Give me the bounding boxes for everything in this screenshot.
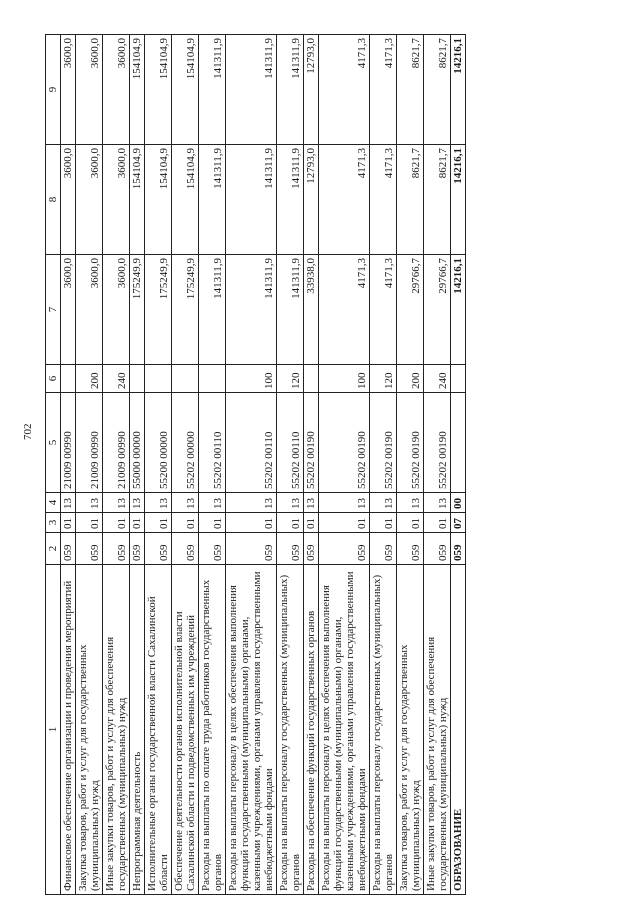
row-code-cell: 059 xyxy=(103,533,130,565)
row-name-cell: Расходы на обеспечение функций государственных органов xyxy=(304,565,319,895)
row-amount-2-cell: 154104,9 xyxy=(145,145,172,255)
row-target-article-cell: 21009 00990 xyxy=(61,393,76,493)
table-row xyxy=(76,35,103,895)
row-amount-1-cell: 175249,9 xyxy=(130,255,145,365)
row-expense-type-cell: 200 xyxy=(397,365,424,393)
row-target-article-cell xyxy=(451,393,466,493)
row-amount-1-cell: 3600,0 xyxy=(76,255,103,365)
row-target-article-cell: 55202 00110 xyxy=(277,393,304,493)
row-amount-1-cell: 4171,3 xyxy=(319,255,370,365)
row-amount-2-cell: 3600,0 xyxy=(61,145,76,255)
row-section-cell: 01 xyxy=(130,513,145,533)
row-name-cell: Финансовое обеспечение организации и проведения мероприятий xyxy=(61,565,76,895)
row-section-cell: 01 xyxy=(370,513,397,533)
header-col-2: 2 xyxy=(46,533,61,565)
row-target-article-cell: 55202 00190 xyxy=(370,393,397,493)
header-col-7: 7 xyxy=(46,255,61,365)
row-section-cell: 01 xyxy=(277,513,304,533)
row-code-cell: 059 xyxy=(145,533,172,565)
row-section-cell: 07 xyxy=(451,513,466,533)
row-section-cell: 01 xyxy=(397,513,424,533)
row-amount-3-cell: 154104,9 xyxy=(145,35,172,145)
table-row xyxy=(61,35,76,895)
row-amount-3-cell: 154104,9 xyxy=(130,35,145,145)
row-amount-3-cell: 3600,0 xyxy=(61,35,76,145)
row-amount-2-cell: 141311,9 xyxy=(199,145,226,255)
header-row xyxy=(46,35,61,895)
header-col-3: 3 xyxy=(46,513,61,533)
row-section-cell: 01 xyxy=(76,513,103,533)
row-name-cell: Непрограммная деятельность xyxy=(130,565,145,895)
row-name-cell: Обеспечение деятельности органов исполнительной власти Сахалинской области и подведомственных им учреждений xyxy=(172,565,199,895)
table-row xyxy=(130,35,145,895)
row-subsection-cell: 13 xyxy=(130,493,145,513)
row-amount-1-cell: 3600,0 xyxy=(103,255,130,365)
row-expense-type-cell: 100 xyxy=(319,365,370,393)
row-amount-2-cell: 3600,0 xyxy=(103,145,130,255)
row-code-cell: 059 xyxy=(172,533,199,565)
row-name-cell: Расходы на выплаты персоналу в целях обеспечения выполнения функций государственными (муниципальными) органами, казенными учреждениями, органами управления государственными внебюджетными фондами xyxy=(319,565,370,895)
row-amount-2-cell: 4171,3 xyxy=(370,145,397,255)
table-row xyxy=(424,35,451,895)
row-amount-1-cell: 29766,7 xyxy=(397,255,424,365)
row-name-cell: Иные закупки товаров, работ и услуг для обеспечения государственных (муниципальных) нужд xyxy=(424,565,451,895)
row-name-cell: Расходы на выплаты персоналу в целях обеспечения выполнения функций государственными (муниципальными) органами, казенными учреждениями, органами управления государственными внебюджетными фондами xyxy=(226,565,277,895)
table-row xyxy=(145,35,172,895)
row-expense-type-cell: 100 xyxy=(226,365,277,393)
table-row xyxy=(172,35,199,895)
row-subsection-cell: 13 xyxy=(61,493,76,513)
row-amount-2-cell: 154104,9 xyxy=(130,145,145,255)
row-amount-1-cell: 175249,9 xyxy=(145,255,172,365)
row-expense-type-cell xyxy=(130,365,145,393)
row-amount-1-cell: 141311,9 xyxy=(199,255,226,365)
row-code-cell: 059 xyxy=(199,533,226,565)
row-amount-2-cell: 4171,3 xyxy=(319,145,370,255)
row-code-cell: 059 xyxy=(76,533,103,565)
row-subsection-cell: 13 xyxy=(370,493,397,513)
row-target-article-cell: 21009 00990 xyxy=(103,393,130,493)
row-subsection-cell: 13 xyxy=(172,493,199,513)
row-name-cell: Расходы на выплаты по оплате труда работников государственных органов xyxy=(199,565,226,895)
row-amount-3-cell: 4171,3 xyxy=(370,35,397,145)
table-row xyxy=(277,35,304,895)
header-col-1: 1 xyxy=(46,565,61,895)
row-amount-1-cell: 175249,9 xyxy=(172,255,199,365)
row-target-article-cell: 55000 00000 xyxy=(130,393,145,493)
row-amount-3-cell: 3600,0 xyxy=(103,35,130,145)
row-expense-type-cell xyxy=(145,365,172,393)
row-amount-2-cell: 154104,9 xyxy=(172,145,199,255)
row-subsection-cell: 13 xyxy=(397,493,424,513)
row-subsection-cell: 13 xyxy=(226,493,277,513)
budget-table-sheet xyxy=(45,35,635,895)
row-amount-3-cell: 8621,7 xyxy=(424,35,451,145)
row-amount-1-cell: 141311,9 xyxy=(277,255,304,365)
header-col-9: 9 xyxy=(46,35,61,145)
table-row xyxy=(199,35,226,895)
row-name-cell: Расходы на выплаты персоналу государственных (муниципальных) органов xyxy=(277,565,304,895)
row-section-cell: 01 xyxy=(199,513,226,533)
table-row xyxy=(226,35,277,895)
row-section-cell: 01 xyxy=(172,513,199,533)
row-subsection-cell: 13 xyxy=(304,493,319,513)
row-amount-1-cell: 141311,9 xyxy=(226,255,277,365)
row-amount-1-cell: 14216,1 xyxy=(451,255,466,365)
row-expense-type-cell xyxy=(199,365,226,393)
row-amount-1-cell: 29766,7 xyxy=(424,255,451,365)
table-row xyxy=(103,35,130,895)
header-col-8: 8 xyxy=(46,145,61,255)
row-amount-3-cell: 154104,9 xyxy=(172,35,199,145)
row-name-cell: Закупка товаров, работ и услуг для государственных (муниципальных) нужд xyxy=(397,565,424,895)
row-name-cell: ОБРАЗОВАНИЕ xyxy=(451,565,466,895)
row-code-cell: 059 xyxy=(61,533,76,565)
row-target-article-cell: 55202 00110 xyxy=(199,393,226,493)
row-code-cell: 059 xyxy=(397,533,424,565)
row-amount-3-cell: 141311,9 xyxy=(226,35,277,145)
row-expense-type-cell xyxy=(451,365,466,393)
row-code-cell: 059 xyxy=(319,533,370,565)
row-section-cell: 01 xyxy=(145,513,172,533)
row-section-cell: 01 xyxy=(226,513,277,533)
table-row xyxy=(397,35,424,895)
row-name-cell: Расходы на выплаты персоналу государственных (муниципальных) органов xyxy=(370,565,397,895)
row-target-article-cell: 55202 00190 xyxy=(319,393,370,493)
row-amount-2-cell: 8621,7 xyxy=(397,145,424,255)
row-amount-3-cell: 12793,0 xyxy=(304,35,319,145)
row-name-cell: Исполнительные органы государственной власти Сахалинской области xyxy=(145,565,172,895)
row-section-cell: 01 xyxy=(103,513,130,533)
row-target-article-cell: 21009 00990 xyxy=(76,393,103,493)
row-code-cell: 059 xyxy=(130,533,145,565)
budget-table xyxy=(45,34,466,895)
row-subsection-cell: 13 xyxy=(76,493,103,513)
row-code-cell: 059 xyxy=(451,533,466,565)
table-row xyxy=(304,35,319,895)
row-name-cell: Иные закупки товаров, работ и услуг для обеспечения государственных (муниципальных) нужд xyxy=(103,565,130,895)
row-subsection-cell: 13 xyxy=(424,493,451,513)
row-amount-2-cell: 14216,1 xyxy=(451,145,466,255)
row-subsection-cell: 13 xyxy=(319,493,370,513)
header-col-4: 4 xyxy=(46,493,61,513)
row-target-article-cell: 55202 00000 xyxy=(172,393,199,493)
row-expense-type-cell: 200 xyxy=(76,365,103,393)
row-amount-1-cell: 4171,3 xyxy=(370,255,397,365)
row-subsection-cell: 13 xyxy=(145,493,172,513)
row-target-article-cell: 55202 00190 xyxy=(304,393,319,493)
row-amount-2-cell: 12793,0 xyxy=(304,145,319,255)
row-section-cell: 01 xyxy=(319,513,370,533)
row-amount-2-cell: 141311,9 xyxy=(277,145,304,255)
row-amount-3-cell: 8621,7 xyxy=(397,35,424,145)
row-code-cell: 059 xyxy=(424,533,451,565)
header-col-6: 6 xyxy=(46,365,61,393)
row-amount-3-cell: 14216,1 xyxy=(451,35,466,145)
row-subsection-cell: 13 xyxy=(199,493,226,513)
row-target-article-cell: 55200 00000 xyxy=(145,393,172,493)
row-amount-2-cell: 3600,0 xyxy=(76,145,103,255)
row-expense-type-cell xyxy=(304,365,319,393)
table-row xyxy=(451,35,466,895)
row-amount-2-cell: 8621,7 xyxy=(424,145,451,255)
table-row xyxy=(319,35,370,895)
header-col-5: 5 xyxy=(46,393,61,493)
row-amount-3-cell: 141311,9 xyxy=(277,35,304,145)
row-subsection-cell: 13 xyxy=(103,493,130,513)
row-amount-2-cell: 141311,9 xyxy=(226,145,277,255)
row-target-article-cell: 55202 00110 xyxy=(226,393,277,493)
row-amount-1-cell: 33938,0 xyxy=(304,255,319,365)
row-code-cell: 059 xyxy=(304,533,319,565)
row-code-cell: 059 xyxy=(370,533,397,565)
row-subsection-cell: 13 xyxy=(277,493,304,513)
row-section-cell: 01 xyxy=(61,513,76,533)
row-expense-type-cell xyxy=(172,365,199,393)
row-amount-1-cell: 3600,0 xyxy=(61,255,76,365)
page-number: 702 xyxy=(22,423,34,440)
row-code-cell: 059 xyxy=(226,533,277,565)
row-name-cell: Закупка товаров, работ и услуг для государственных (муниципальных) нужд xyxy=(76,565,103,895)
row-expense-type-cell: 240 xyxy=(103,365,130,393)
row-amount-3-cell: 4171,3 xyxy=(319,35,370,145)
row-amount-3-cell: 141311,9 xyxy=(199,35,226,145)
row-code-cell: 059 xyxy=(277,533,304,565)
table-row xyxy=(370,35,397,895)
row-target-article-cell: 55202 00190 xyxy=(424,393,451,493)
row-expense-type-cell: 120 xyxy=(277,365,304,393)
row-subsection-cell: 00 xyxy=(451,493,466,513)
row-expense-type-cell: 120 xyxy=(370,365,397,393)
row-expense-type-cell xyxy=(61,365,76,393)
row-target-article-cell: 55202 00190 xyxy=(397,393,424,493)
row-expense-type-cell: 240 xyxy=(424,365,451,393)
row-section-cell: 01 xyxy=(424,513,451,533)
row-amount-3-cell: 3600,0 xyxy=(76,35,103,145)
row-section-cell: 01 xyxy=(304,513,319,533)
